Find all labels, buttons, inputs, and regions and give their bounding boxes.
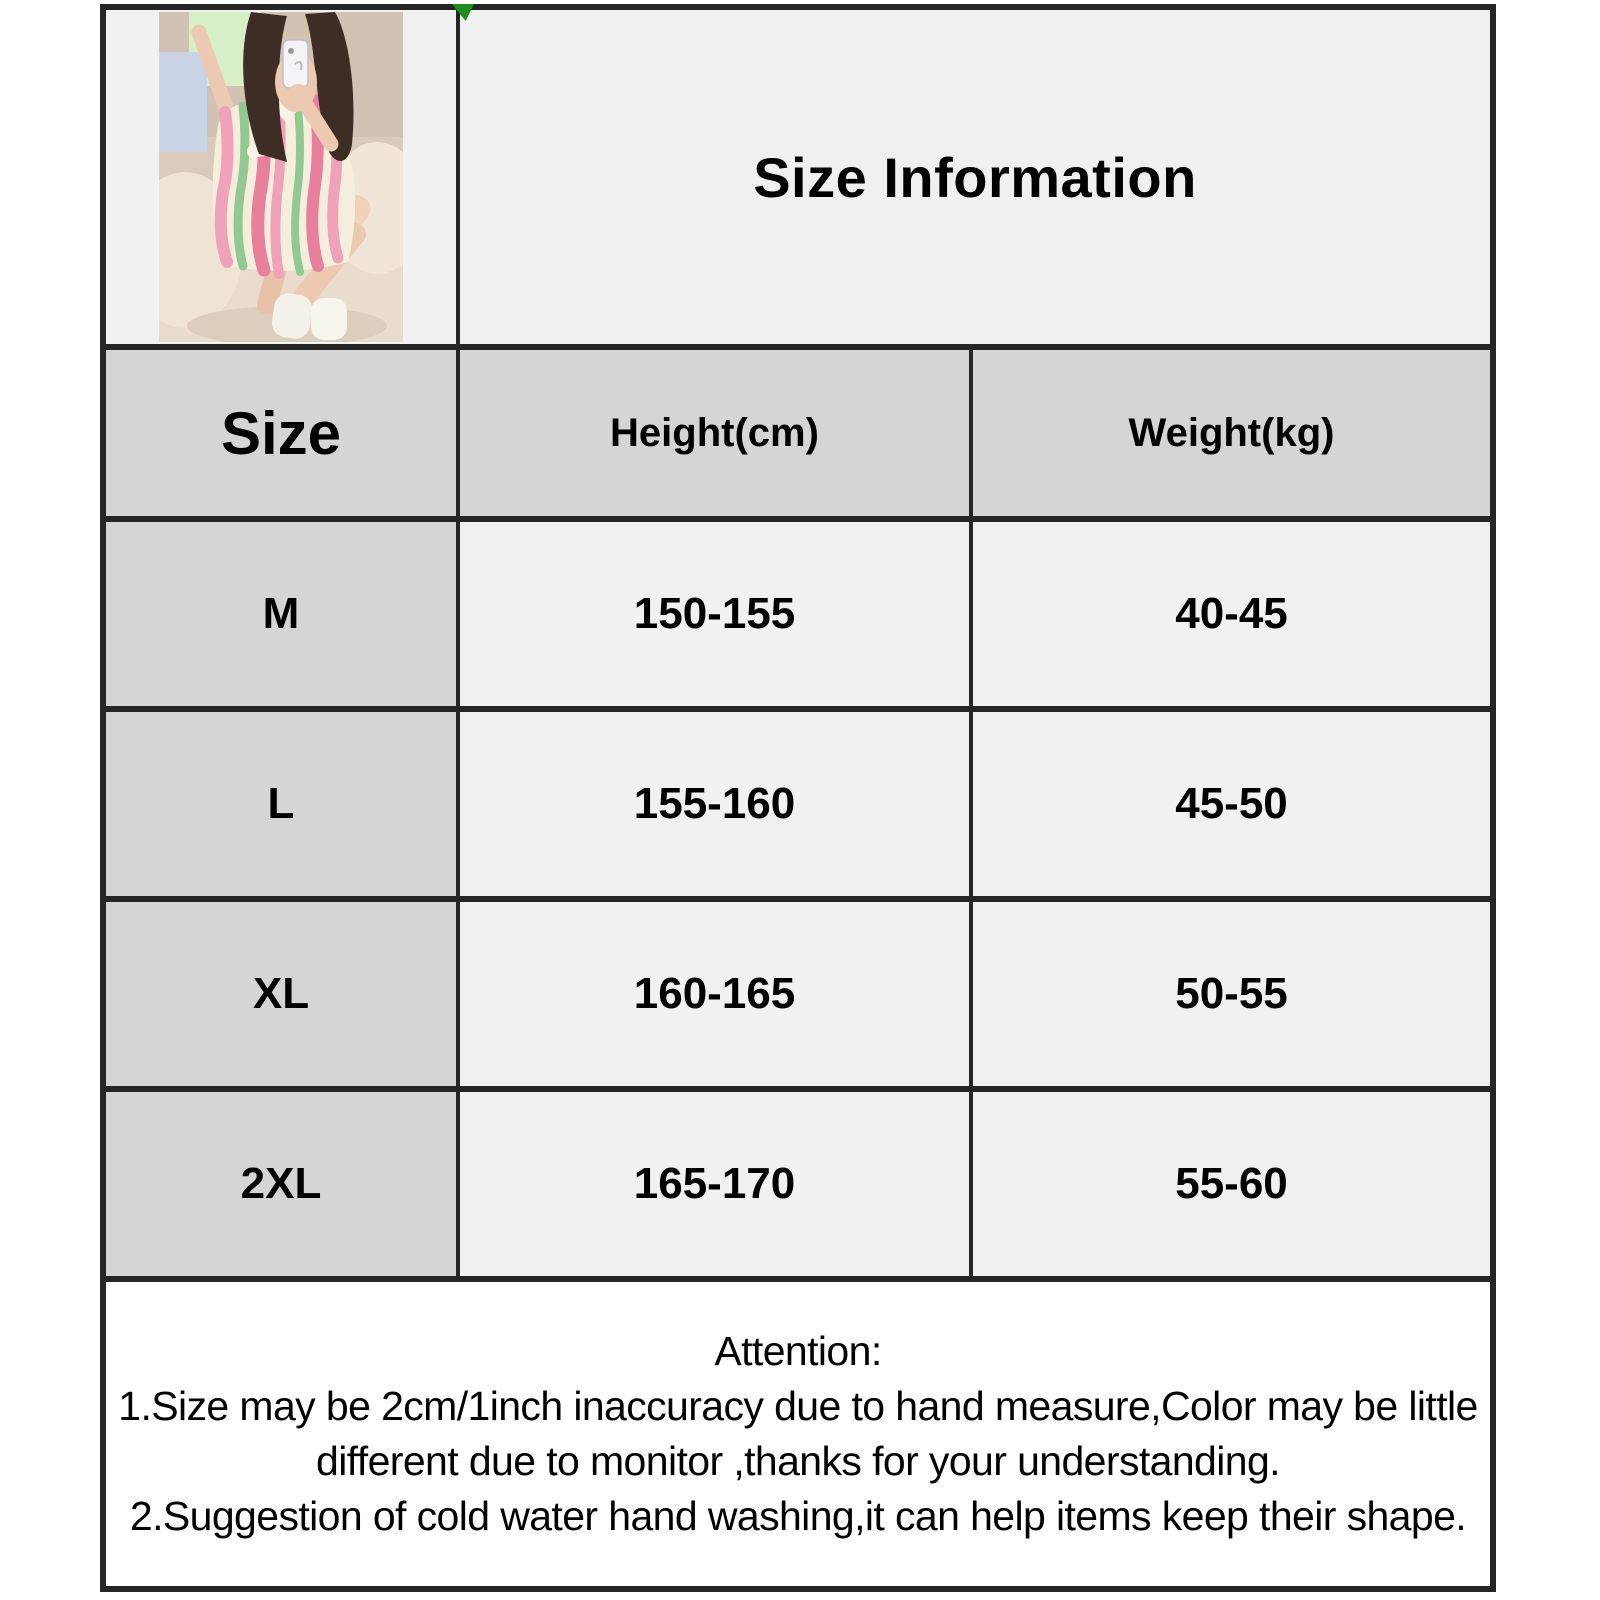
height-cell: 155-160 xyxy=(458,709,971,899)
size-cell: M xyxy=(103,519,458,709)
attention-line: different due to monitor ,thanks for your understanding. xyxy=(316,1438,1280,1484)
product-photo xyxy=(159,12,403,342)
attention-heading: Attention: xyxy=(714,1328,882,1374)
size-chart-sheet xyxy=(100,4,1490,1592)
header-row xyxy=(103,347,1493,519)
weight-cell: 45-50 xyxy=(971,709,1493,899)
page-title: Size Information xyxy=(753,145,1197,209)
size-cell: 2XL xyxy=(103,1089,458,1279)
table-row-m xyxy=(103,519,1493,709)
height-cell: 150-155 xyxy=(458,519,971,709)
product-photo-cell xyxy=(103,7,458,347)
height-cell: 160-165 xyxy=(458,899,971,1089)
title-cell xyxy=(458,7,1493,347)
size-cell: XL xyxy=(103,899,458,1089)
height-cell: 165-170 xyxy=(458,1089,971,1279)
attention-line: 1.Size may be 2cm/1inch inaccuracy due to hand measure,Color may be little xyxy=(118,1383,1478,1429)
size-chart-table xyxy=(100,4,1496,1592)
attention-line: 2.Suggestion of cold water hand washing,it can help items keep their shape. xyxy=(129,1493,1467,1539)
attention-cell xyxy=(103,1279,1493,1589)
size-cell: L xyxy=(103,709,458,899)
column-header-height: Height(cm) xyxy=(458,347,971,519)
table-row-l xyxy=(103,709,1493,899)
attention-row xyxy=(103,1279,1493,1589)
weight-cell: 55-60 xyxy=(971,1089,1493,1279)
weight-cell: 50-55 xyxy=(971,899,1493,1089)
column-header-weight: Weight(kg) xyxy=(971,347,1493,519)
table-row-xl xyxy=(103,899,1493,1089)
table-row-2xl xyxy=(103,1089,1493,1279)
top-row xyxy=(103,7,1493,347)
column-header-size: Size xyxy=(103,347,458,519)
weight-cell: 40-45 xyxy=(971,519,1493,709)
